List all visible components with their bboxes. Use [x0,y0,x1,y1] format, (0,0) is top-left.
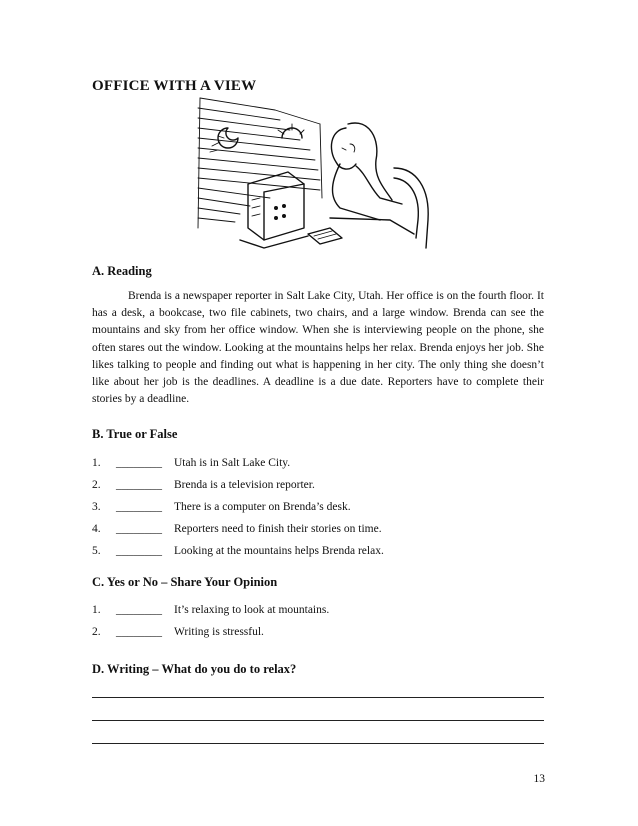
list-item [92,500,552,522]
list-item [92,478,552,500]
keyboard [308,228,342,244]
page-number: 13 [533,773,545,785]
item-number: 3. [92,501,101,513]
section-b-heading: B. True or False [92,427,178,441]
woman-at-computer-by-window-illustration [180,88,440,258]
yes-no-list [92,603,552,647]
item-statement: Brenda is a television reporter. [174,479,315,491]
item-statement: Writing is stressful. [174,626,264,638]
list-item [92,544,552,566]
answer-blank[interactable]: ________ [116,479,162,491]
list-item [92,625,552,647]
item-statement: Utah is in Salt Lake City. [174,457,291,469]
answer-blank[interactable]: ________ [116,545,162,557]
answer-blank[interactable]: ________ [116,626,162,638]
section-d-heading: D. Writing – What do you do to relax? [92,662,297,676]
reading-paragraph: Brenda is a newspaper reporter in Salt Lake City, Utah. Her office is on the fourth floor. It has a desk, a bookcase, two file cabinets, two chairs, and a large window. Brenda can see the mountains and sky from her office window. When she is interviewing people on the phone, she often stares out the window. Looking at the mountains helps her relax. Brenda enjoys her job. She likes talking to people and finding out what is happening in her city. The only thing she doesn’t like about her job is the deadlines. A deadline is a due date. Reporters have to complete their stories by a deadline. [92,290,544,406]
writing-line[interactable] [92,720,544,721]
list-item [92,456,552,478]
item-statement: There is a computer on Brenda’s desk. [174,501,351,513]
woman-figure [330,123,418,238]
true-false-list [92,456,552,566]
item-number: 1. [92,457,101,469]
item-number: 4. [92,523,101,535]
computer-monitor [240,172,308,248]
page-title: OFFICE WITH A VIEW [92,78,257,94]
writing-line[interactable] [92,697,544,698]
item-statement: Looking at the mountains helps Brenda relax. [174,545,384,557]
list-item [92,603,552,625]
item-number: 1. [92,604,101,616]
writing-line[interactable] [92,743,544,744]
item-number: 5. [92,545,101,557]
answer-blank[interactable]: ________ [116,457,162,469]
answer-blank[interactable]: ________ [116,604,162,616]
section-c-heading: C. Yes or No – Share Your Opinion [92,575,278,589]
answer-blank[interactable]: ________ [116,501,162,513]
answer-blank[interactable]: ________ [116,523,162,535]
list-item [92,522,552,544]
section-a-heading: A. Reading [92,264,152,278]
item-statement: It’s relaxing to look at mountains. [174,604,330,616]
item-number: 2. [92,626,101,638]
item-statement: Reporters need to finish their stories on time. [174,523,382,535]
item-number: 2. [92,479,101,491]
